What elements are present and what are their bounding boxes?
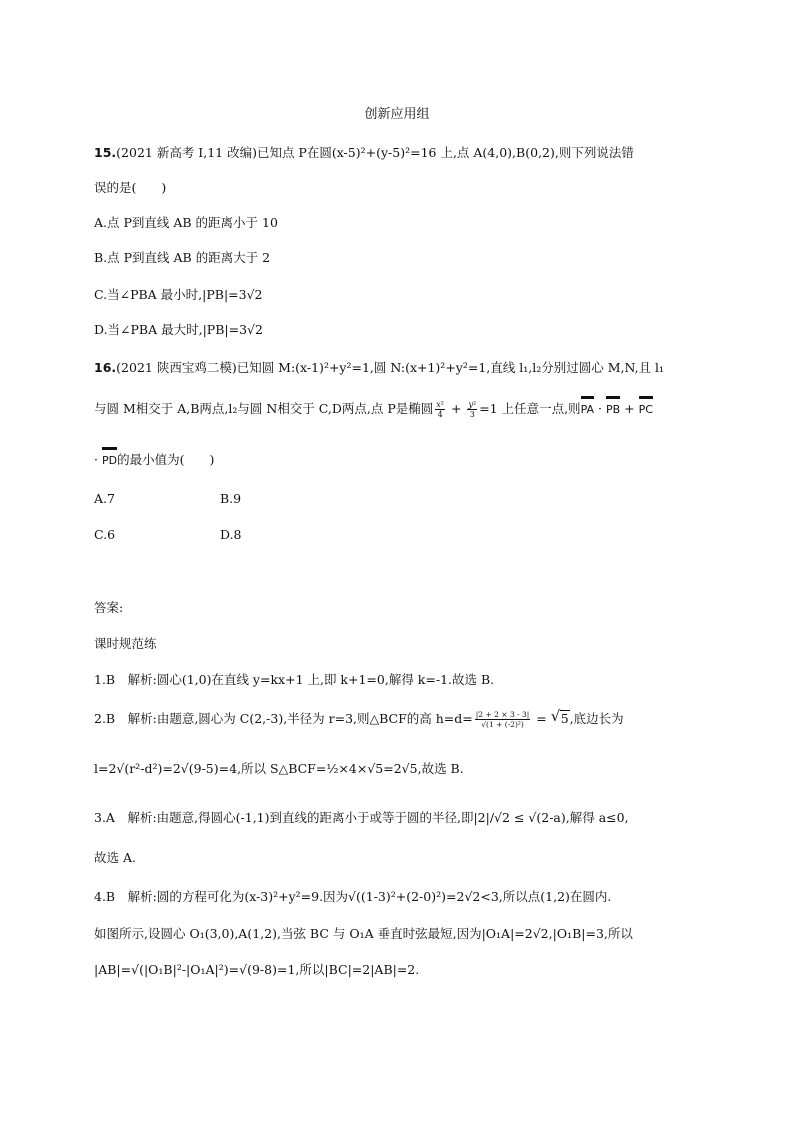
q16-stem-text3: 的最小值为( ) <box>117 452 215 467</box>
ellipse-y-fraction: $\frac{\text{y²}}{3}$ <box>468 400 477 419</box>
q15-stem-text1: (2021 新高考 Ⅰ,11 改编)已知点 P在圆(x-5)²+(y-5)²=16 上,点 A(4,0),B(0,2),则下列说法错 <box>116 145 634 160</box>
answer-1: 1.B 解析:圆心(1,0)在直线 y=kx+1 上,即 k+1=0,解得 k=-1.故选 B. <box>94 672 495 687</box>
vector-pa: PA <box>581 400 594 420</box>
q15-option-b: B.点 P到直线 AB 的距离大于 2 <box>94 250 271 265</box>
q15-number: 15. <box>94 145 117 160</box>
q16-stem-text2b: =1 上任意一点,则 <box>479 401 581 416</box>
ellipse-x-fraction: $\frac{\text{x²}}{4}$ <box>436 400 445 419</box>
q15-option-a: A.点 P到直线 AB 的距离小于 10 <box>94 215 278 230</box>
answers-heading: 答案: <box>94 600 124 615</box>
answer-3-line1: 3.A 解析:由题意,得圆心(-1,1)到直线的距离小于或等于圆的半径,即|2|/√2 ≤ √(2-a),解得 a≤0, <box>94 810 629 825</box>
sqrt-5: √ 5 <box>551 709 570 729</box>
answer-2-text1a: 2.B 解析:由题意,圆心为 C(2,-3),半径为 r=3,则△BCF的高 h=d= <box>94 711 473 726</box>
q16-options-row1 <box>94 489 242 509</box>
q16-stem-text1: (2021 陕西宝鸡二模)已知圆 M:(x-1)²+y²=1,圆 N:(x+1)²+y²=1,直线 l₁,l₂分别过圆心 M,N,且 l₁ <box>116 360 665 375</box>
q16-options-row2 <box>94 525 242 545</box>
answer-2-line1: 2.B 解析:由题意,圆心为 C(2,-3),半径为 r=3,则△BCF的高 h=d= $\frac{|2 + 2 \times 3 - 3|}{\text{√(1 + (-2)²)}}$ = √ 5,底边长为 <box>94 709 624 729</box>
q15-option-d: D.当∠PBA 最大时,|PB|=3√2 <box>94 322 263 337</box>
answer-4-line2: 如图所示,设圆心 O₁(3,0),A(1,2),当弦 BC 与 O₁A 垂直时弦最短,因为|O₁A|=2√2,|O₁B|=3,所以 <box>94 926 633 941</box>
distance-fraction: $\frac{|2 + 2 \times 3 - 3|}{\text{√(1 + (-2)²)}}$ <box>475 710 530 729</box>
q16-option-c: C.6 <box>94 527 116 542</box>
answer-2-text1b: ,底边长为 <box>569 711 624 726</box>
q16-stem-line2: 与圆 M相交于 A,B两点,l₂与圆 N相交于 C,D两点,点 P是椭圆 $\frac{\text{x²}}{4}$ + $\frac{\text{y²}}{3}$ =1 上任意一点,则PA · PB + PC <box>94 400 653 419</box>
answer-3-line2: 故选 A. <box>94 850 136 865</box>
answer-4-line1: 4.B 解析:圆的方程可化为(x-3)²+y²=9.因为√((1-3)²+(2-0)²)=2√2<3,所以点(1,2)在圆内. <box>94 889 612 904</box>
answer-4-line3: |AB|=√(|O₁B|²-|O₁A|²)=√(9-8)=1,所以|BC|=2|AB|=2. <box>94 962 420 977</box>
q16-option-b: B.9 <box>220 491 242 506</box>
q15-option-c: C.当∠PBA 最小时,|PB|=3√2 <box>94 287 263 302</box>
q16-option-d: D.8 <box>220 527 242 542</box>
q16-stem-text2a: 与圆 M相交于 A,B两点,l₂与圆 N相交于 C,D两点,点 P是椭圆 <box>94 401 434 416</box>
vector-pc: PC <box>639 400 653 420</box>
q15-stem-line1 <box>94 143 634 163</box>
q16-stem-line1 <box>94 358 664 378</box>
answer-2-line2: l=2√(r²-d²)=2√(9-5)=4,所以 S△BCF=½×4×√5=2√5,故选 B. <box>94 761 464 776</box>
section-title: 创新应用组 <box>364 107 430 122</box>
q16-stem-line3: · PD的最小值为( ) <box>94 450 214 471</box>
vector-pb: PB <box>606 400 620 420</box>
answers-section: 课时规范练 <box>94 636 157 651</box>
vector-pd: PD <box>102 451 117 471</box>
q16-number: 16. <box>94 360 117 375</box>
q16-option-a: A.7 <box>94 491 115 506</box>
q15-stem-line2: 误的是( ) <box>94 180 167 195</box>
